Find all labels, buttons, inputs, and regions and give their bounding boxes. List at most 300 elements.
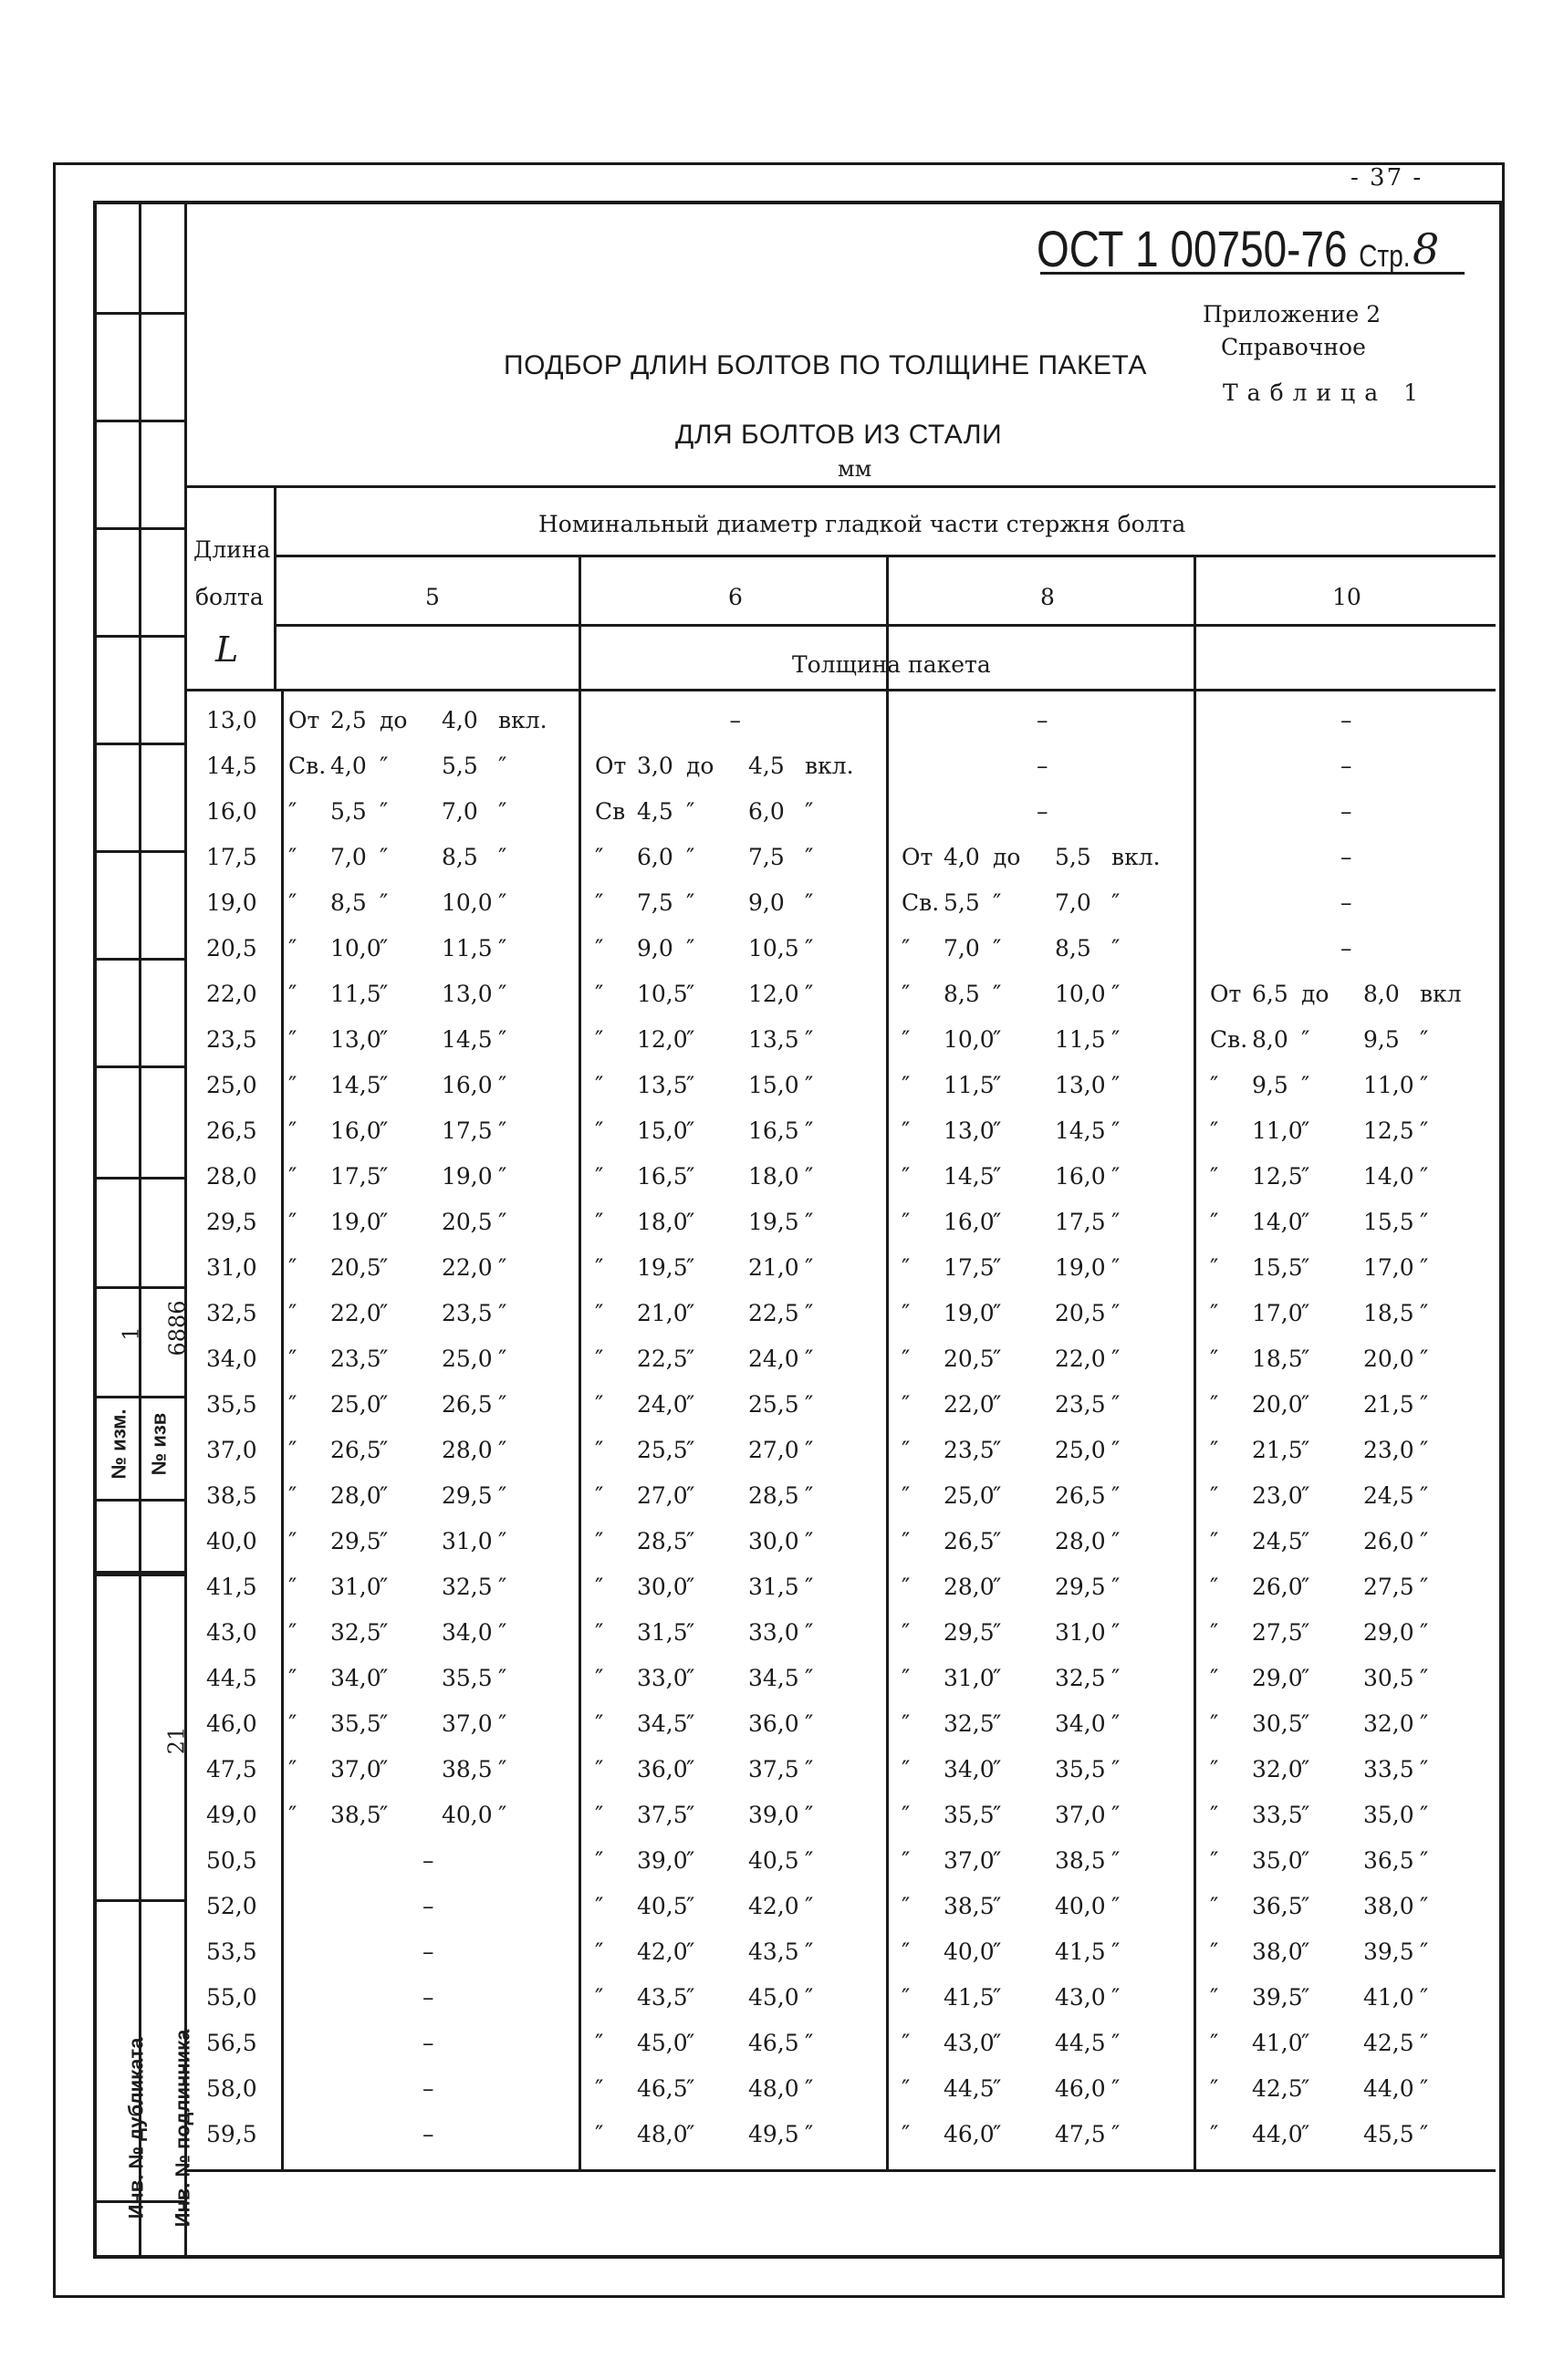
thickness-cell: ″ [1420,1072,1429,1098]
thickness-cell: 10,0 [330,935,381,961]
thickness-cell: ″ [498,753,507,779]
empty-cell: – [1340,844,1352,870]
thickness-cell: ″ [595,1391,604,1418]
thickness-cell: ″ [805,1391,814,1418]
change-label: № изм. [107,1408,130,1480]
thickness-cell: 44,0 [1252,2121,1303,2147]
table-bottom-border [184,2169,1496,2172]
thickness-cell: ″ [595,1300,604,1326]
thickness-cell: ″ [993,1254,1002,1281]
thickness-cell: 39,5 [1363,1938,1414,1965]
thickness-cell: 14,0 [1363,1163,1414,1190]
thickness-cell: ″ [1210,2121,1219,2147]
thickness-cell: 25,5 [637,1437,688,1463]
thickness-cell: 7,5 [637,889,673,916]
thickness-cell: ″ [498,1802,507,1828]
thickness-cell: ″ [805,1984,814,2011]
thickness-cell: ″ [1111,2075,1121,2102]
diameter-5: 5 [425,584,440,610]
stamp-divider [95,635,184,638]
thickness-cell: вкл. [498,707,547,733]
thickness-cell: 2,5 [330,707,367,733]
stamp-divider [95,850,184,853]
thickness-cell: ″ [902,1254,911,1281]
bolt-length-cell: 43,0 [206,1619,257,1646]
thickness-cell: 23,0 [1252,1482,1303,1509]
thickness-cell: 13,5 [748,1026,799,1053]
thickness-cell: ″ [288,981,297,1007]
thickness-cell: ″ [993,1209,1002,1235]
thickness-cell: 12,0 [637,1026,688,1053]
thickness-cell: 16,0 [1055,1163,1106,1190]
thickness-cell: 34,0 [442,1619,493,1646]
thickness-cell: ″ [380,1300,389,1326]
thickness-cell: 24,0 [637,1391,688,1418]
length-symbol: L [215,629,239,670]
diameter-column-divider [579,555,581,2169]
thickness-cell: 32,0 [1252,1756,1303,1782]
thickness-cell: 36,5 [1363,1847,1414,1874]
thickness-cell: 40,0 [944,1938,995,1965]
thickness-cell: 15,0 [748,1072,799,1098]
thickness-cell: ″ [1301,1391,1310,1418]
thickness-cell: 38,5 [442,1756,493,1782]
thickness-cell: ″ [993,889,1002,916]
thickness-cell: 7,0 [944,935,980,961]
thickness-cell: 9,5 [1252,1072,1288,1098]
thickness-cell: ″ [993,1482,1002,1509]
thickness-cell: ″ [805,798,814,825]
thickness-cell: ″ [1420,1756,1429,1782]
thickness-cell: ″ [805,1665,814,1691]
thickness-cell: 34,5 [748,1665,799,1691]
stamp-divider [95,1177,184,1180]
thickness-cell: ″ [805,1482,814,1509]
thickness-cell: ″ [288,1482,297,1509]
thickness-cell: 34,5 [637,1710,688,1737]
thickness-cell: ″ [993,1163,1002,1190]
thickness-cell: ″ [1111,1574,1121,1600]
thickness-cell: ″ [805,844,814,870]
thickness-cell: 32,5 [1055,1665,1106,1691]
thickness-cell: 24,0 [748,1346,799,1372]
thickness-cell: 32,5 [442,1574,493,1600]
thickness-cell: 11,0 [1252,1117,1303,1144]
thickness-cell: ″ [805,1072,814,1098]
thickness-cell: 3,0 [637,753,673,779]
thickness-cell: ″ [1420,1984,1429,2011]
thickness-cell: 17,5 [944,1254,995,1281]
thickness-cell: 10,0 [944,1026,995,1053]
thickness-cell: 43,5 [748,1938,799,1965]
thickness-cell: до [686,753,714,779]
thickness-cell: 31,0 [944,1665,995,1691]
table-top-border [184,485,1496,488]
thickness-cell: 10,5 [637,981,688,1007]
thickness-cell: 8,5 [442,844,478,870]
thickness-cell: ″ [686,1346,695,1372]
thickness-cell: ″ [1301,1209,1310,1235]
thickness-cell: ″ [595,1072,604,1098]
thickness-cell: ″ [805,889,814,916]
annex-type: Справочное [1221,334,1366,360]
thickness-cell: ″ [1210,1391,1219,1418]
thickness-cell: ″ [380,1665,389,1691]
thickness-cell: 48,0 [748,2075,799,2102]
thickness-cell: ″ [805,2121,814,2147]
bolt-length-cell: 46,0 [206,1710,257,1737]
thickness-cell: ″ [380,889,389,916]
thickness-cell: ″ [686,1437,695,1463]
thickness-cell: ″ [498,1117,507,1144]
thickness-cell: ″ [1111,1072,1121,1098]
thickness-cell: 28,0 [944,1574,995,1600]
thickness-cell: ″ [805,1300,814,1326]
thickness-cell: 29,0 [1252,1665,1303,1691]
empty-cell: – [1340,935,1352,961]
diameter-column-divider [886,555,889,2169]
thickness-cell: ″ [686,1619,695,1646]
length-column-divider [281,689,284,2169]
thickness-cell: ″ [1111,1756,1121,1782]
stamp-divider [95,958,184,961]
thickness-cell: ″ [993,1437,1002,1463]
thickness-cell: 13,0 [330,1026,381,1053]
thickness-cell: ″ [498,889,507,916]
duplicate-inventory-label: Инв. № дубликата [124,2037,148,2219]
thickness-cell: ″ [993,2075,1002,2102]
thickness-cell: ″ [1301,1117,1310,1144]
thickness-cell: ″ [902,1847,911,1874]
thickness-cell: Св. [902,889,940,916]
thickness-cell: 25,0 [330,1391,381,1418]
bolt-length-cell: 44,5 [206,1665,257,1691]
thickness-cell: ″ [1301,2030,1310,2056]
thickness-cell: ″ [686,2030,695,2056]
thickness-cell: ″ [1210,1163,1219,1190]
thickness-cell: ″ [1420,1437,1429,1463]
bolt-length-cell: 23,5 [206,1026,257,1053]
thickness-cell: ″ [902,1665,911,1691]
thickness-cell: 35,5 [330,1710,381,1737]
thickness-cell: ″ [993,1300,1002,1326]
thickness-cell: ″ [1210,1437,1219,1463]
thickness-cell: ″ [993,1619,1002,1646]
thickness-cell: ″ [1210,1300,1219,1326]
thickness-cell: 5,5 [442,753,478,779]
thickness-cell: 37,0 [442,1710,493,1737]
thickness-cell: От [288,707,320,733]
thickness-cell: ″ [1210,2075,1219,2102]
thickness-cell: ″ [686,1163,695,1190]
thickness-cell: 37,5 [637,1802,688,1828]
thickness-cell: ″ [993,1802,1002,1828]
thickness-cell: 42,5 [1252,2075,1303,2102]
thickness-cell: 21,5 [1363,1391,1414,1418]
stamp-divider [95,1899,184,1902]
thickness-cell: ″ [595,1528,604,1554]
thickness-cell: ″ [1420,2075,1429,2102]
length-column-divider [274,485,276,689]
thickness-cell: 12,5 [1363,1117,1414,1144]
thickness-cell: ″ [993,2121,1002,2147]
bolt-length-cell: 47,5 [206,1756,257,1782]
thickness-cell: ″ [380,1117,389,1144]
thickness-cell: 20,5 [442,1209,493,1235]
document-page-label: Стр. [1359,239,1411,274]
thickness-cell: 32,5 [944,1710,995,1737]
thickness-cell: ″ [1210,1756,1219,1782]
bolt-length-cell: 37,0 [206,1437,257,1463]
thickness-cell: 6,0 [748,798,785,825]
thickness-cell: ″ [595,1710,604,1737]
duplicate-number: 21 [163,1726,190,1755]
empty-cell: – [1340,707,1352,733]
thickness-cell: 22,0 [442,1254,493,1281]
thickness-cell: ″ [288,798,297,825]
thickness-cell: 27,5 [1363,1574,1414,1600]
thickness-cell: ″ [902,1300,911,1326]
thickness-cell: 6,5 [1252,981,1288,1007]
thickness-cell: 22,0 [1055,1346,1106,1372]
thickness-cell: ″ [1210,1482,1219,1509]
thickness-cell: 38,5 [1055,1847,1106,1874]
annex-label: Приложение 2 [1203,301,1382,327]
thickness-cell: ″ [1420,1938,1429,1965]
thickness-cell: 36,0 [637,1756,688,1782]
thickness-cell: ″ [902,1619,911,1646]
thickness-cell: ″ [288,1437,297,1463]
thickness-cell: 29,5 [442,1482,493,1509]
thickness-cell: ″ [1210,1893,1219,1919]
thickness-cell: ″ [993,1756,1002,1782]
thickness-cell: ″ [686,798,695,825]
thickness-cell: От [1210,981,1242,1007]
thickness-cell: 30,0 [637,1574,688,1600]
thickness-cell: ″ [1301,1665,1310,1691]
thickness-cell: ″ [1111,935,1121,961]
thickness-cell: ″ [805,981,814,1007]
stamp-divider [95,527,184,530]
thickness-cell: ″ [993,1346,1002,1372]
thickness-cell: 22,5 [637,1346,688,1372]
thickness-cell: ″ [498,1346,507,1372]
thickness-cell: ″ [1111,1254,1121,1281]
thickness-cell: ″ [805,1847,814,1874]
thickness-cell: 21,0 [637,1300,688,1326]
thickness-cell: ″ [595,2121,604,2147]
thickness-cell: 20,5 [330,1254,381,1281]
thickness-cell: ″ [288,1619,297,1646]
thickness-cell: 19,5 [637,1254,688,1281]
thickness-cell: ″ [1111,1482,1121,1509]
page-number: - 37 - [1350,164,1423,192]
thickness-cell: 17,5 [330,1163,381,1190]
thickness-cell: 33,5 [1252,1802,1303,1828]
thickness-cell: 26,5 [1055,1482,1106,1509]
thickness-cell: ″ [380,1437,389,1463]
page-title: ПОДБОР ДЛИН БОЛТОВ ПО ТОЛЩИНЕ ПАКЕТА [504,350,1147,380]
thickness-cell: ″ [902,1574,911,1600]
thickness-cell: 22,0 [330,1300,381,1326]
thickness-cell: 25,0 [944,1482,995,1509]
thickness-cell: ″ [686,1482,695,1509]
thickness-cell: 20,5 [1055,1300,1106,1326]
bolt-length-cell: 19,0 [206,889,257,916]
thickness-cell: ″ [288,1163,297,1190]
thickness-cell: 20,0 [1252,1391,1303,1418]
thickness-cell: ″ [1420,2030,1429,2056]
thickness-cell: ″ [288,1574,297,1600]
thickness-cell: ″ [1210,1346,1219,1372]
thickness-cell: ″ [805,1346,814,1372]
thickness-cell: ″ [993,1391,1002,1418]
thickness-cell: 46,0 [944,2121,995,2147]
bolt-length-cell: 13,0 [206,707,257,733]
thickness-cell: ″ [686,844,695,870]
diameter-10: 10 [1332,584,1361,610]
thickness-cell: ″ [380,1026,389,1053]
thickness-cell: 40,5 [748,1847,799,1874]
thickness-cell: ″ [1111,1665,1121,1691]
thickness-cell: вкл. [805,753,854,779]
thickness-cell: 4,0 [330,753,367,779]
thickness-cell: ″ [805,2075,814,2102]
thickness-cell: ″ [1420,1847,1429,1874]
thickness-cell: ″ [686,1938,695,1965]
thickness-cell: ″ [1301,1938,1310,1965]
thickness-cell: 14,5 [442,1026,493,1053]
thickness-cell: ″ [288,1209,297,1235]
thickness-cell: ″ [993,1665,1002,1691]
thickness-cell: 16,0 [944,1209,995,1235]
thickness-cell: 42,5 [1363,2030,1414,2056]
thickness-cell: ″ [1301,1482,1310,1509]
thickness-cell: ″ [686,1254,695,1281]
thickness-cell: 27,5 [1252,1619,1303,1646]
empty-cell: – [1340,798,1352,825]
thickness-cell: ″ [902,2030,911,2056]
thickness-cell: ″ [1111,1847,1121,1874]
thickness-cell: ″ [1420,1619,1429,1646]
diameter-header: Номинальный диаметр гладкой части стержня болта [538,511,1186,537]
thickness-cell: ″ [1420,1026,1429,1053]
thickness-cell: 41,5 [1055,1938,1106,1965]
thickness-cell: 36,0 [748,1710,799,1737]
thickness-cell: 11,5 [330,981,381,1007]
thickness-cell: 43,5 [637,1984,688,2011]
thickness-cell: 47,5 [1055,2121,1106,2147]
thickness-cell: ″ [993,1072,1002,1098]
thickness-cell: ″ [805,1893,814,1919]
thickness-cell: ″ [595,935,604,961]
thickness-cell: ″ [288,1391,297,1418]
table-label: Таблица 1 [1223,379,1428,406]
thickness-cell: 26,0 [1252,1574,1303,1600]
bolt-length-cell: 52,0 [206,1893,257,1919]
thickness-cell: ″ [288,1026,297,1053]
thickness-cell: ″ [498,1300,507,1326]
thickness-cell: 5,5 [944,889,980,916]
thickness-cell: От [595,753,627,779]
thickness-cell: ″ [993,1528,1002,1554]
thickness-cell: 39,0 [748,1802,799,1828]
thickness-cell: ″ [498,1254,507,1281]
thickness-cell: ″ [595,1665,604,1691]
thickness-cell: 36,5 [1252,1893,1303,1919]
thickness-cell: 17,5 [442,1117,493,1144]
change-number: 1 [118,1326,144,1341]
thickness-cell: ″ [1111,889,1121,916]
thickness-cell: ″ [686,1756,695,1782]
thickness-cell: Св [595,798,626,825]
thickness-cell: 37,5 [748,1756,799,1782]
thickness-cell: ″ [288,1072,297,1098]
thickness-cell: ″ [993,1847,1002,1874]
stamp-divider [95,1286,184,1289]
thickness-cell: ″ [686,1391,695,1418]
thickness-cell: 8,5 [330,889,367,916]
thickness-cell: ″ [1301,1528,1310,1554]
thickness-cell: 35,5 [944,1802,995,1828]
thickness-cell: ″ [1111,1619,1121,1646]
thickness-cell: ″ [595,1482,604,1509]
thickness-cell: ″ [380,1574,389,1600]
thickness-cell: ″ [1210,1938,1219,1965]
thickness-cell: 20,0 [1363,1346,1414,1372]
thickness-cell: ″ [993,1117,1002,1144]
thickness-cell: ″ [902,1482,911,1509]
thickness-cell: 14,5 [1055,1117,1106,1144]
thickness-cell: ″ [993,1026,1002,1053]
thickness-cell: 27,0 [748,1437,799,1463]
thickness-cell: ″ [1111,1209,1121,1235]
thickness-cell: 38,5 [944,1893,995,1919]
thickness-cell: 23,5 [442,1300,493,1326]
thickness-cell: ″ [1210,1209,1219,1235]
thickness-cell: ″ [595,1254,604,1281]
stamp-divider [95,420,184,422]
document-code [1037,219,1410,278]
thickness-cell: ″ [1420,1209,1429,1235]
thickness-cell: ″ [1301,1300,1310,1326]
thickness-cell: 4,5 [748,753,785,779]
thickness-cell: ″ [686,1574,695,1600]
thickness-cell: ″ [380,1528,389,1554]
bolt-length-cell: 20,5 [206,935,257,961]
thickness-cell: 40,5 [637,1893,688,1919]
thickness-cell: 37,0 [330,1756,381,1782]
thickness-cell: ″ [1420,1528,1429,1554]
thickness-cell: ″ [1111,1300,1121,1326]
thickness-cell: ″ [1111,1026,1121,1053]
handwritten-page-number: 8 [1413,224,1440,274]
thickness-cell: 35,0 [1363,1802,1414,1828]
thickness-cell: 5,5 [330,798,367,825]
thickness-cell: ″ [1420,1254,1429,1281]
thickness-cell: 8,5 [944,981,980,1007]
thickness-cell: 34,0 [944,1756,995,1782]
thickness-cell: ″ [805,2030,814,2056]
thickness-cell: ″ [288,935,297,961]
thickness-cell: 27,0 [637,1482,688,1509]
thickness-cell: 11,5 [442,935,493,961]
thickness-cell: ″ [595,1209,604,1235]
bolt-length-cell: 32,5 [206,1300,257,1326]
thickness-cell: 18,0 [637,1209,688,1235]
thickness-cell: ″ [1111,1710,1121,1737]
thickness-cell: ″ [686,1209,695,1235]
